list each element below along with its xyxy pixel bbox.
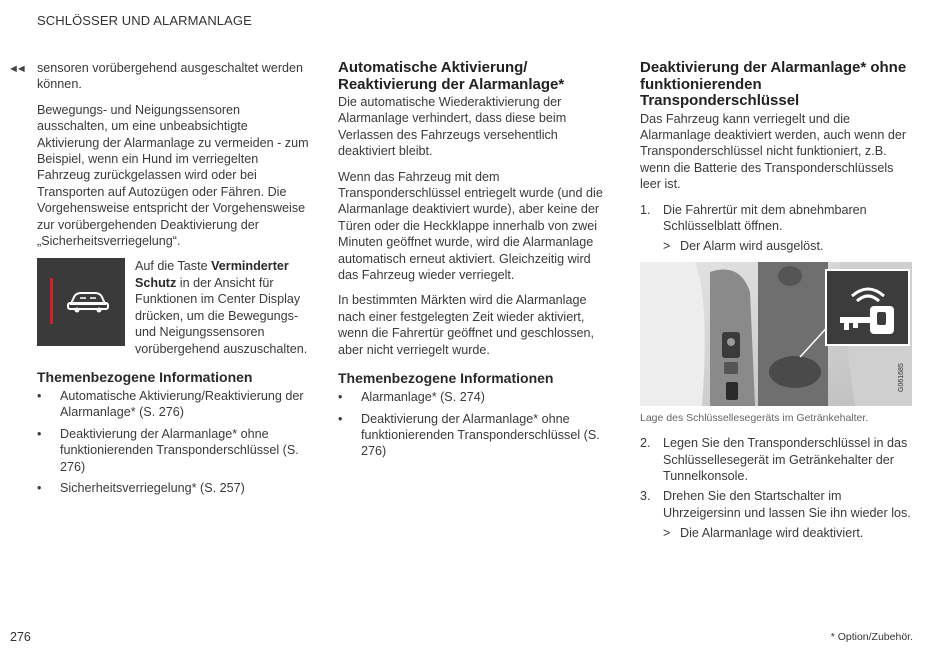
key-reader-illustration [640, 262, 912, 406]
result-arrow-icon: > [663, 239, 671, 254]
indicator-bar [50, 278, 53, 324]
step-text: Drehen Sie den Startschalter im Uhrzeigersinn und lassen Sie ihn wieder los. [663, 489, 911, 520]
step-text: Legen Sie den Transponderschlüssel in das Schlüssellesegerät im Getränkehalter der Tunnelkonsole. [663, 436, 908, 483]
figure-text-start: Auf die Taste [135, 259, 212, 274]
figure-id: G061685 [898, 362, 905, 392]
related-link[interactable] [338, 411, 608, 460]
link-text: Sicherheitsverriegelung* (S. 257) [60, 480, 245, 495]
step-result [640, 238, 912, 254]
figure-text [135, 258, 309, 356]
column-2 [338, 60, 608, 465]
related-heading: Themenbezogene Informationen [37, 368, 253, 385]
bullet-icon: • [37, 426, 42, 441]
steps-list [640, 435, 912, 521]
bullet-icon: • [338, 390, 343, 405]
bullet-icon: • [37, 388, 42, 403]
step-number: 3. [640, 489, 651, 504]
section-heading: Deaktivierung der Alarmanlage* ohne funktionierenden Transponderschlüssel [640, 59, 907, 109]
related-list [338, 389, 608, 460]
figure-caption: Lage des Schlüssellesegeräts im Getränkehalter. [640, 411, 869, 424]
paragraph: Bewegungs- und Neigungssensoren ausschalten, um eine unbeabsichtigte Aktivierung der Alarmanlage zu vermeiden - zum Beispiel, wenn ein Hund im verriegelten Fahrzeug zurückgelassen wird oder bei Transporten auf Autozügen oder Fähren. Die Vorgehensweise entspricht der Vorgehensweise zur vorübergehenden Deaktivierung der „Sicherheitsverriegelung“. [37, 102, 309, 249]
result-text: Der Alarm wird ausgelöst. [680, 239, 824, 254]
bullet-icon: • [37, 480, 42, 495]
link-text: Alarmanlage* (S. 274) [361, 390, 485, 405]
related-link[interactable] [37, 426, 309, 475]
paragraph: Wenn das Fahrzeug mit dem Transponderschlüssel entriegelt wurde (und die Alarmanlage deaktiviert wurde), aber keine der Türen oder die Heckklappe innerhalb von zwei Minuten geöffnet wurde, wird die Alarmanlage automatisch erneut aktiviert. Gleichzeitig wird das Fahrzeug wieder verriegelt. [338, 169, 603, 283]
related-link[interactable] [37, 480, 309, 496]
step-text: Die Fahrertür mit dem abnehmbaren Schlüsselblatt öffnen. [663, 202, 867, 233]
bullet-icon: • [338, 411, 343, 426]
continued-marker-icon: ◄◄ [8, 63, 24, 75]
column-1 [37, 60, 309, 501]
cupholder-photo [640, 262, 912, 406]
paragraph: In bestimmten Märkten wird die Alarmanlage nach einer festgelegten Zeit wieder aktiviert, wenn die Fahrertür geöffnet und geschlossen, aber nicht verriegelt wurde. [338, 293, 595, 357]
link-text: Deaktivierung der Alarmanlage* ohne funktionierenden Transponderschlüssel (S. 276) [361, 411, 600, 459]
paragraph: Das Fahrzeug kann verriegelt und die Alarmanlage deaktiviert werden, auch wenn der Transponderschlüssel nicht funktioniert, z.B. wenn die Batterie des Transponderschlüssels leer ist. [640, 111, 907, 192]
link-text: Deaktivierung der Alarmanlage* ohne funktionierenden Transponderschlüssel (S. 276) [60, 426, 299, 474]
step [640, 435, 912, 484]
footnote: * Option/Zubehör. [830, 630, 913, 643]
related-list [37, 388, 309, 496]
step [640, 488, 912, 521]
link-text: Automatische Aktivierung/Reaktivierung der Alarmanlage* (S. 276) [60, 388, 304, 420]
step-number: 1. [640, 202, 651, 217]
car-sensor-icon [65, 286, 115, 314]
button-name: Verminderter Schutz [135, 259, 289, 290]
step [640, 202, 912, 235]
related-link[interactable] [338, 389, 608, 405]
section-heading: Automatische Aktivierung/ Reaktivierung der Alarmanlage* [338, 59, 565, 93]
column-3 [640, 60, 912, 549]
step-number: 2. [640, 436, 651, 451]
related-link[interactable] [37, 388, 309, 421]
paragraph: sensoren vorübergehend ausgeschaltet werden können. [37, 61, 304, 92]
reduced-protection-button-image [37, 258, 125, 346]
page-number: 276 [10, 629, 31, 644]
related-heading: Themenbezogene Informationen [338, 370, 554, 387]
steps-list [640, 202, 912, 235]
result-text: Die Alarmanlage wird deaktiviert. [680, 526, 864, 541]
button-figure [37, 258, 309, 356]
step-result [640, 525, 912, 541]
running-header: SCHLÖSSER UND ALARMANLAGE [37, 13, 252, 28]
paragraph: Die automatische Wiederaktivierung der Alarmanlage verhindert, dass diese beim Verlassen des Fahrzeugs versehentlich deaktiviert bleibt. [338, 95, 567, 159]
result-arrow-icon: > [663, 526, 671, 541]
figure-text-end: in der Ansicht für Funktionen im Center Display drücken, um die Bewegungs- und Neigungssensoren vorübergehend auszuschalten. [135, 275, 308, 356]
